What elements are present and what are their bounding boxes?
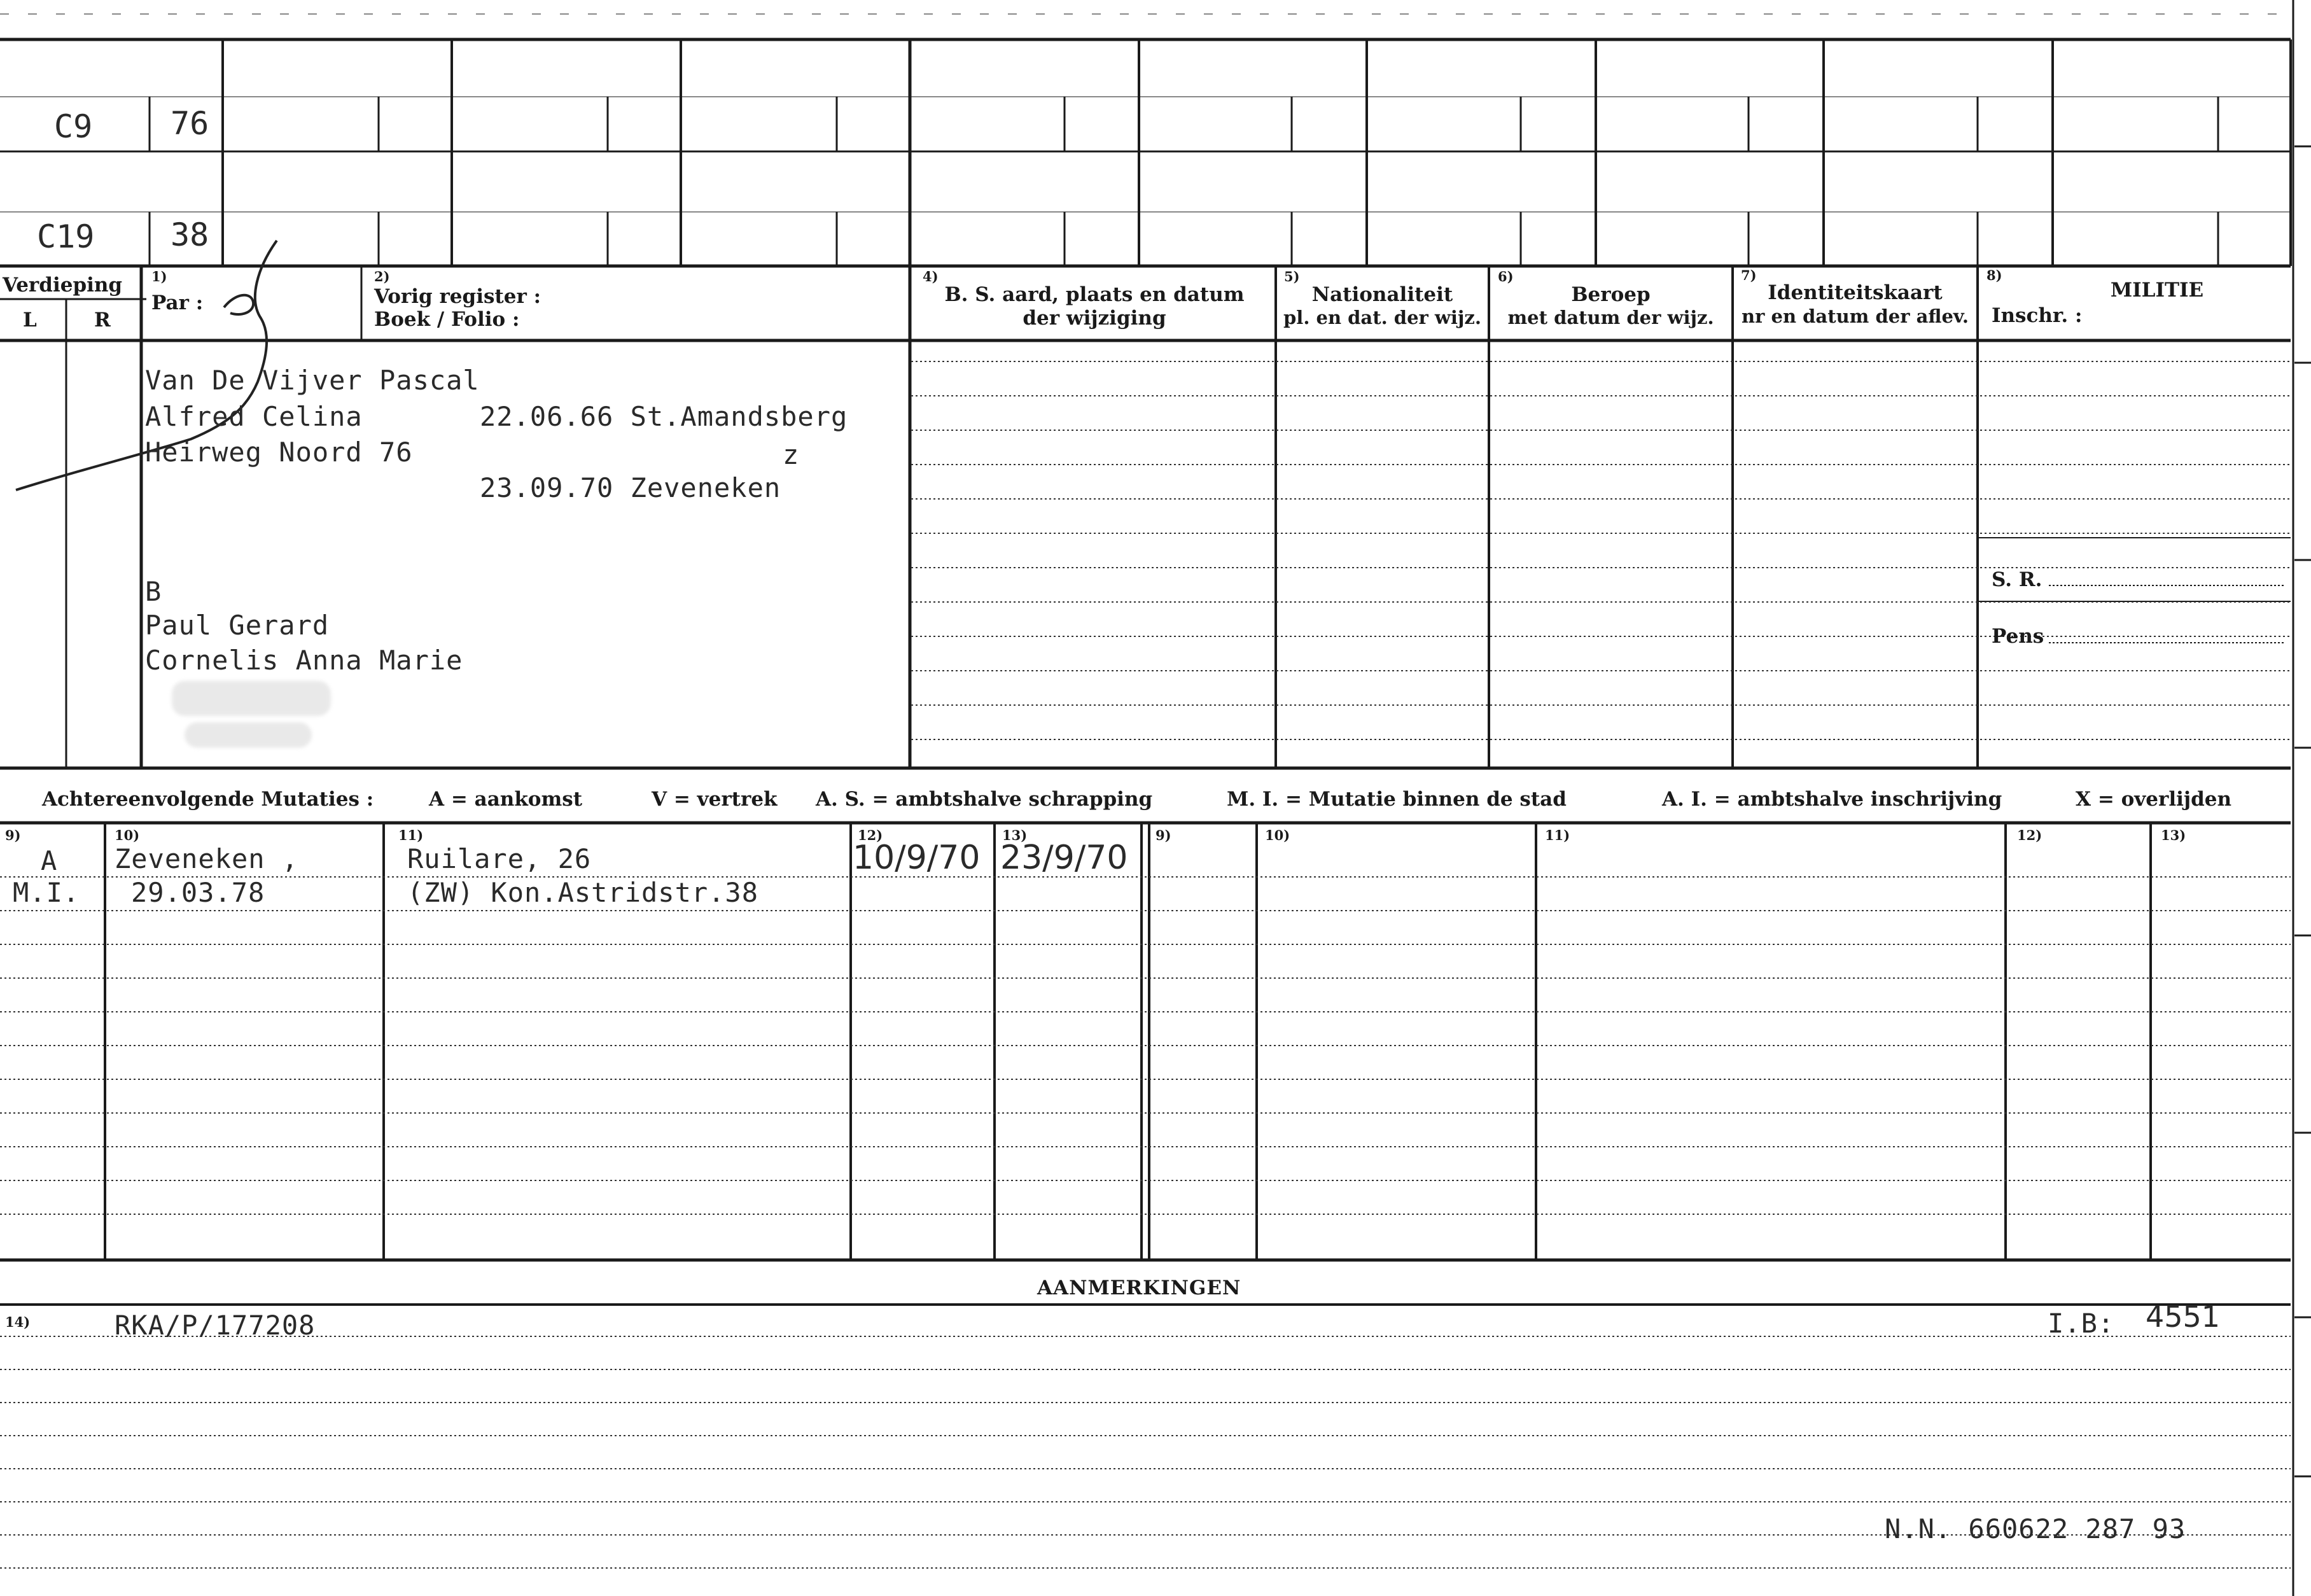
national-number: N.N. 660622 287 93 bbox=[1885, 1513, 2186, 1544]
field-6-number: 6) bbox=[1498, 269, 1514, 284]
col-13-number: 13) bbox=[1002, 827, 1028, 843]
label-r: R bbox=[94, 309, 111, 332]
remarks-reference: RKA/P/177208 bbox=[115, 1310, 316, 1341]
field-2-number: 2) bbox=[374, 269, 390, 284]
label-beroep: Beroep bbox=[1571, 283, 1651, 306]
remarks-number: 14) bbox=[5, 1314, 31, 1330]
label-nationaliteit-sub: pl. en dat. der wijz. bbox=[1283, 307, 1481, 328]
col-11-number: 11) bbox=[398, 827, 424, 843]
person-parents-names: Alfred Celina bbox=[145, 401, 363, 432]
label-boek-folio: Boek / Folio : bbox=[374, 308, 520, 331]
label-l: L bbox=[23, 309, 37, 332]
field-4-number: 4) bbox=[923, 269, 939, 284]
grid-r1-col-a: C9 bbox=[54, 108, 93, 145]
field-8-number: 8) bbox=[1986, 267, 2002, 283]
person-name: Van De Vijver Pascal bbox=[145, 365, 480, 396]
mutation-type-1: A bbox=[41, 845, 58, 876]
mutation-address-2: (ZW) Kon.Astridstr.38 bbox=[407, 877, 759, 908]
remarks-ib-label: I.B: bbox=[2048, 1308, 2115, 1339]
field-7-number: 7) bbox=[1741, 267, 1757, 283]
grid-r1-col-b: 76 bbox=[171, 105, 209, 142]
mutation-place: Zeveneken , bbox=[115, 843, 299, 874]
grid-r2-col-a: C19 bbox=[37, 218, 95, 255]
field-1-number: 1) bbox=[151, 269, 167, 284]
col-13b-number: 13) bbox=[2161, 827, 2186, 843]
label-militie: MILITIE bbox=[2110, 279, 2204, 302]
person-address: Heirweg Noord 76 bbox=[145, 437, 413, 468]
col-11b-number: 11) bbox=[1545, 827, 1570, 843]
label-identiteitskaart: Identiteitskaart bbox=[1768, 281, 1943, 304]
remarks-ib-value: 4551 bbox=[2146, 1299, 2221, 1334]
label-inschr: Inschr. : bbox=[1992, 304, 2083, 327]
grid-r2-col-b: 38 bbox=[171, 216, 209, 253]
mutation-date-12: 10/9/70 bbox=[853, 839, 981, 877]
label-beroep-sub: met datum der wijz. bbox=[1507, 307, 1714, 328]
col-12b-number: 12) bbox=[2017, 827, 2042, 843]
person-mother: Cornelis Anna Marie bbox=[145, 645, 463, 676]
legend-as: A. S. = ambtshalve schrapping bbox=[816, 788, 1153, 811]
label-verdieping: Verdieping bbox=[3, 274, 123, 297]
smudge bbox=[185, 722, 312, 748]
mutation-type-2: M.I. bbox=[13, 877, 80, 908]
mutation-date: 29.03.78 bbox=[131, 877, 265, 908]
remarks-title: AANMERKINGEN bbox=[1037, 1277, 1241, 1299]
smudge bbox=[172, 681, 331, 716]
col-12-number: 12) bbox=[858, 827, 883, 843]
legend-ai: A. I. = ambtshalve inschrijving bbox=[1662, 788, 2002, 811]
person-birth: 22.06.66 St.Amandsberg bbox=[480, 401, 848, 432]
label-par: Par : bbox=[151, 291, 204, 314]
col-10b-number: 10) bbox=[1265, 827, 1290, 843]
legend-x: X = overlijden bbox=[2076, 788, 2232, 811]
person-arrival: 23.09.70 Zeveneken bbox=[480, 472, 781, 503]
field-5-number: 5) bbox=[1284, 269, 1300, 284]
col-9-number: 9) bbox=[5, 827, 21, 843]
label-bs-aard: B. S. aard, plaats en datum bbox=[944, 283, 1245, 306]
label-sr: S. R. bbox=[1992, 568, 2042, 591]
mutation-date-13: 23/9/70 bbox=[1000, 839, 1128, 877]
person-z-mark: z bbox=[783, 439, 800, 470]
label-identiteitskaart-sub: nr en datum der aflev. bbox=[1742, 305, 1969, 327]
legend-title: Achtereenvolgende Mutaties : bbox=[42, 788, 374, 811]
col-10-number: 10) bbox=[115, 827, 140, 843]
label-der-wijziging: der wijziging bbox=[1023, 307, 1166, 330]
legend-mi: M. I. = Mutatie binnen de stad bbox=[1227, 788, 1567, 811]
mutation-address-1: Ruilare, 26 bbox=[407, 843, 592, 874]
label-vorig-register: Vorig register : bbox=[374, 285, 541, 308]
col-9b-number: 9) bbox=[1156, 827, 1171, 843]
person-b-mark: B bbox=[145, 576, 162, 607]
person-father: Paul Gerard bbox=[145, 610, 330, 641]
legend-v: V = vertrek bbox=[652, 788, 778, 811]
label-pens: Pens bbox=[1992, 625, 2044, 648]
label-nationaliteit: Nationaliteit bbox=[1311, 283, 1453, 306]
legend-a: A = aankomst bbox=[429, 788, 583, 811]
